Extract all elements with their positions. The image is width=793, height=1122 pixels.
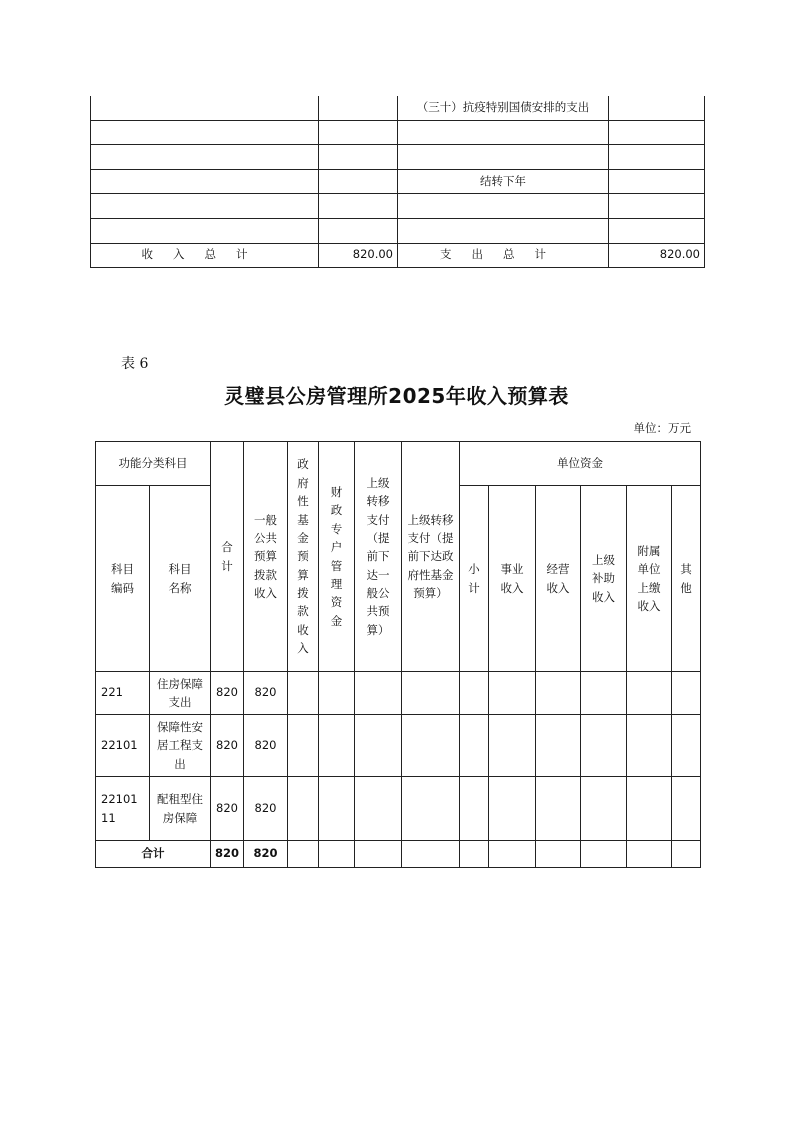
header-business-income: 事业收入	[489, 486, 536, 672]
expense-item-cell: （三十）抗疫特别国债安排的支出	[398, 96, 609, 120]
empty-cell	[581, 715, 627, 777]
empty-cell	[672, 715, 701, 777]
table-row	[96, 777, 701, 841]
empty-cell	[672, 841, 701, 868]
row-code: 2210111	[96, 777, 150, 841]
empty-cell	[489, 841, 536, 868]
income-value-cell	[319, 145, 398, 170]
income-item-cell	[91, 169, 319, 194]
empty-cell	[460, 672, 489, 715]
empty-cell	[460, 715, 489, 777]
income-value-cell	[319, 96, 398, 120]
header-gov-fund: 政府性基金预算拨款收入	[288, 442, 319, 672]
row-total: 820	[211, 672, 244, 715]
row-general-budget: 820	[244, 777, 288, 841]
header-subtotal: 小计	[460, 486, 489, 672]
table-row	[91, 218, 705, 243]
row-name: 住房保障支出	[150, 672, 211, 715]
income-total-value: 820.00	[319, 243, 398, 268]
income-item-cell	[91, 120, 319, 145]
expense-value-cell	[609, 120, 705, 145]
empty-cell	[402, 672, 460, 715]
expense-item-cell	[398, 218, 609, 243]
empty-cell	[355, 777, 402, 841]
empty-cell	[627, 777, 672, 841]
empty-cell	[536, 777, 581, 841]
empty-cell	[536, 672, 581, 715]
row-name: 保障性安居工程支出	[150, 715, 211, 777]
header-total: 合计	[211, 442, 244, 672]
header-unit-funds: 单位资金	[460, 442, 701, 486]
header-other: 其他	[672, 486, 701, 672]
header-row	[96, 442, 701, 486]
header-special-account: 财政专户管理资金	[319, 442, 355, 672]
unit-label: 单位：万元	[633, 421, 691, 435]
empty-cell	[536, 841, 581, 868]
empty-cell	[402, 841, 460, 868]
expense-value-cell	[609, 145, 705, 170]
expense-item-cell	[398, 194, 609, 219]
empty-cell	[627, 672, 672, 715]
empty-cell	[672, 672, 701, 715]
expense-item-cell	[398, 120, 609, 145]
header-name: 科目名称	[150, 486, 211, 672]
expense-value-cell	[609, 194, 705, 219]
empty-cell	[319, 841, 355, 868]
table-number-label: 表 6	[121, 356, 149, 372]
income-item-cell	[91, 194, 319, 219]
header-transfer-general: 上级转移支付（提前下达一般公共预算）	[355, 442, 402, 672]
header-code: 科目编码	[96, 486, 150, 672]
empty-cell	[536, 715, 581, 777]
empty-cell	[288, 715, 319, 777]
empty-cell	[355, 841, 402, 868]
row-general-budget: 820	[244, 672, 288, 715]
expense-value-cell	[609, 169, 705, 194]
table-row	[96, 672, 701, 715]
table-row	[96, 715, 701, 777]
empty-cell	[489, 672, 536, 715]
income-value-cell	[319, 169, 398, 194]
expense-total-label: 支出总计	[398, 243, 609, 268]
row-code: 22101	[96, 715, 150, 777]
empty-cell	[355, 672, 402, 715]
income-value-cell	[319, 194, 398, 219]
empty-cell	[460, 841, 489, 868]
income-item-cell	[91, 96, 319, 120]
table-row	[91, 169, 705, 194]
income-item-cell	[91, 218, 319, 243]
budget-summary-table-continued	[90, 96, 705, 268]
sum-general-budget: 820	[244, 841, 288, 868]
empty-cell	[288, 777, 319, 841]
row-total: 820	[211, 715, 244, 777]
empty-cell	[581, 777, 627, 841]
empty-cell	[355, 715, 402, 777]
empty-cell	[288, 672, 319, 715]
header-operating-income: 经营收入	[536, 486, 581, 672]
page-title: 灵璧县公房管理所2025年收入预算表	[224, 384, 569, 408]
row-name: 配租型住房保障	[150, 777, 211, 841]
empty-cell	[627, 715, 672, 777]
total-row	[91, 243, 705, 268]
empty-cell	[319, 715, 355, 777]
sum-total: 820	[211, 841, 244, 868]
header-general-budget: 一般公共预算拨款收入	[244, 442, 288, 672]
empty-cell	[288, 841, 319, 868]
income-total-label: 收入总计	[91, 243, 319, 268]
header-affiliated-income: 附属单位上缴收入	[627, 486, 672, 672]
expense-value-cell	[609, 96, 705, 120]
row-total: 820	[211, 777, 244, 841]
table-row	[91, 96, 705, 120]
empty-cell	[581, 672, 627, 715]
empty-cell	[672, 777, 701, 841]
empty-cell	[627, 841, 672, 868]
row-code: 221	[96, 672, 150, 715]
header-func-category: 功能分类科目	[96, 442, 211, 486]
empty-cell	[460, 777, 489, 841]
empty-cell	[319, 672, 355, 715]
expense-item-cell: 结转下年	[398, 169, 609, 194]
header-transfer-fund: 上级转移支付（提前下达政府性基金预算）	[402, 442, 460, 672]
income-value-cell	[319, 218, 398, 243]
row-general-budget: 820	[244, 715, 288, 777]
header-subsidy-income: 上级补助收入	[581, 486, 627, 672]
sum-label: 合计	[96, 841, 211, 868]
empty-cell	[489, 777, 536, 841]
expense-value-cell	[609, 218, 705, 243]
table-row	[91, 145, 705, 170]
expense-total-value: 820.00	[609, 243, 705, 268]
empty-cell	[581, 841, 627, 868]
table-row	[91, 120, 705, 145]
income-budget-table	[95, 441, 701, 868]
sum-row	[96, 841, 701, 868]
income-value-cell	[319, 120, 398, 145]
income-item-cell	[91, 145, 319, 170]
empty-cell	[319, 777, 355, 841]
table-row	[91, 194, 705, 219]
empty-cell	[402, 777, 460, 841]
empty-cell	[402, 715, 460, 777]
empty-cell	[489, 715, 536, 777]
expense-item-cell	[398, 145, 609, 170]
